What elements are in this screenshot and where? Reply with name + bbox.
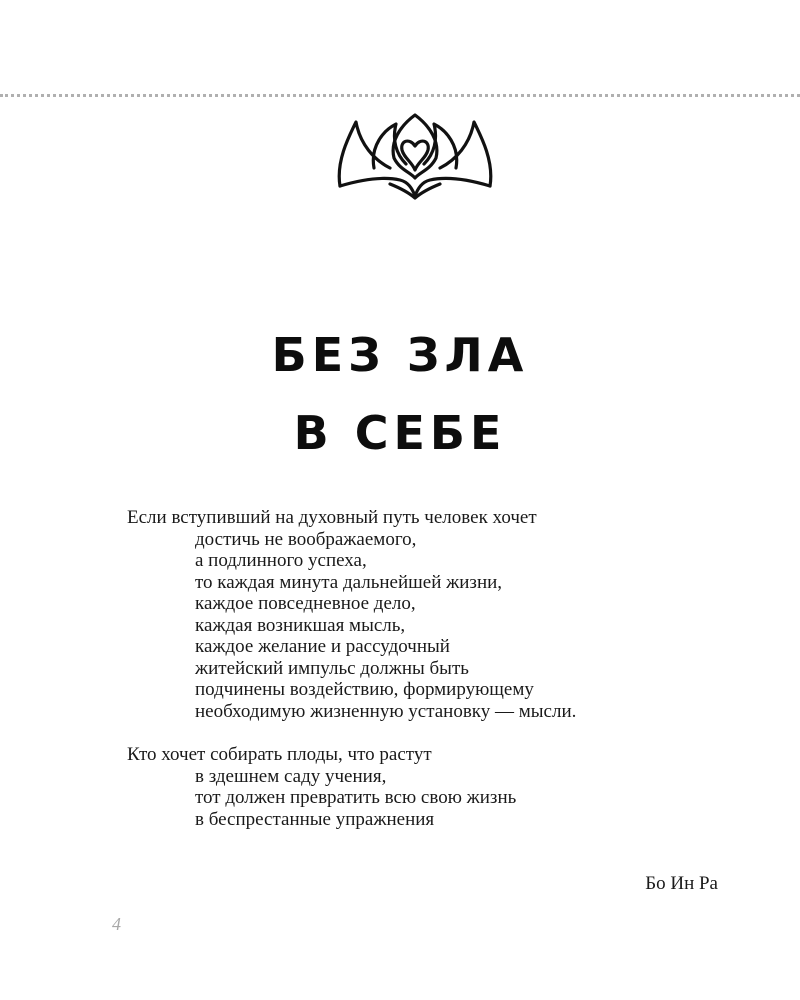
page-number: 4 [112,914,121,934]
chapter-title-line-1: БЕЗ ЗЛА [271,328,529,382]
epigraph-line: необходимую жизненную установку — мысли. [195,700,577,722]
dotted-divider [0,94,800,97]
epigraph-line: то каждая минута дальнейшей жизни, [195,571,503,593]
epigraph-line: житейский импульс должны быть [195,657,469,679]
epigraph-line: каждое повседневное дело, [195,593,416,614]
epigraph-line: а подлинного успеха, [195,550,367,571]
epigraph-author: Бо Ин Ра [645,873,718,894]
epigraph-line: подчинены воздействию, формирующему [195,679,534,700]
epigraph-line: каждое желание и рассудочный [195,636,450,657]
epigraph-line: каждая возникшая мысль, [195,614,406,636]
epigraph-line: в беспрестанные упражнения [195,808,435,830]
lotus-icon [330,110,500,200]
epigraph-line: Если вступивший на духовный путь человек хочет [127,507,537,528]
epigraph-stanza-2 [127,744,727,830]
epigraph-stanza-1 [127,507,727,722]
epigraph-line: достичь не воображаемого, [195,528,417,550]
chapter-title-line-2: В СЕБЕ [293,406,507,460]
epigraph-line: Кто хочет собирать плоды, что растут [127,744,432,765]
epigraph-line: в здешнем саду учения, [195,765,387,787]
epigraph-line: тот должен превратить всю свою жизнь [195,787,517,808]
